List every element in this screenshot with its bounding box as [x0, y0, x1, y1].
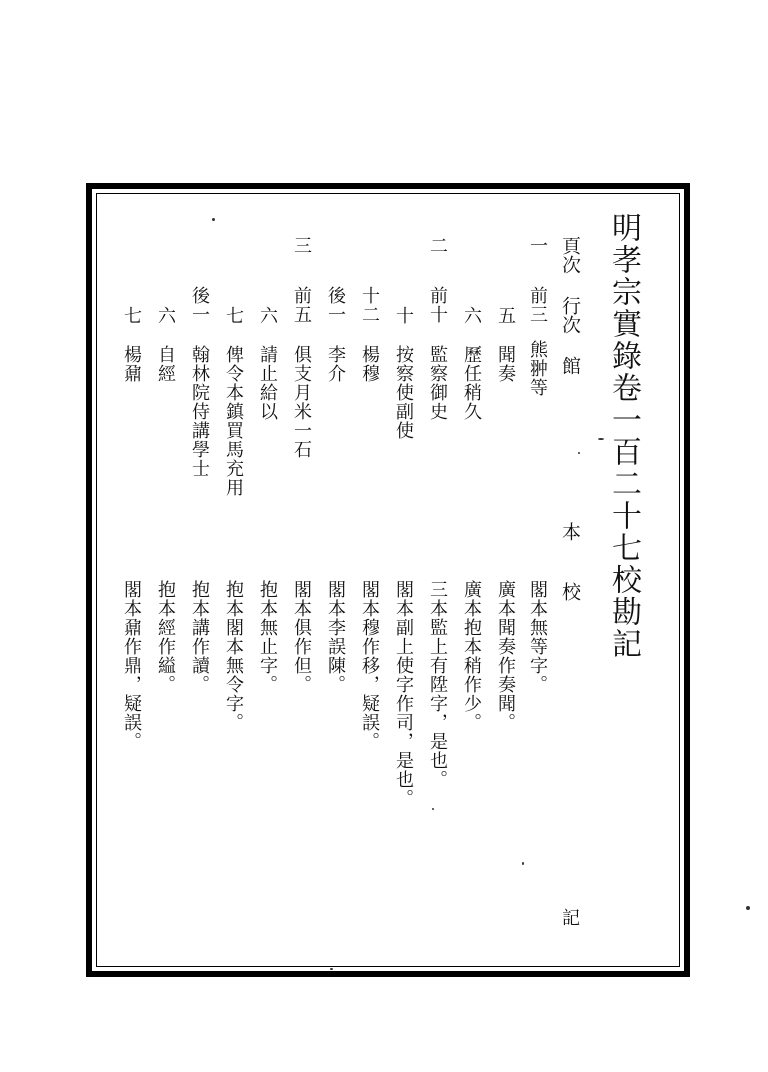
- row-note: 抱本講作讀。: [189, 580, 210, 694]
- row-page: 二: [427, 236, 448, 255]
- header-guan-label: 館: [559, 356, 581, 375]
- row-text: 按察使副使: [393, 345, 414, 440]
- row-text: 俾令本鎮買馬充用: [223, 345, 244, 497]
- header-page-line: [560, 236, 579, 274]
- row-line: 六: [461, 306, 482, 325]
- row-line: 七: [121, 306, 142, 325]
- row-note: 抱本閣本無令字。: [223, 580, 244, 732]
- row-note: 廣本抱本稍作少。: [461, 580, 482, 732]
- scan-speck: [746, 906, 750, 910]
- row-note: 抱本無止字。: [257, 580, 278, 694]
- row-page: 一: [527, 236, 548, 255]
- page-border: [86, 183, 690, 977]
- scan-speck: [598, 438, 604, 440]
- row-line: 前十: [427, 286, 448, 324]
- header-jiao-label: 校: [559, 582, 581, 601]
- row-text: 請止給以: [257, 345, 278, 421]
- row-text: 俱支月米一石: [291, 345, 312, 459]
- header-ben-label: 本: [559, 522, 581, 541]
- row-line: 六: [257, 306, 278, 325]
- row-text: 監察御史: [427, 345, 448, 421]
- row-line: 十: [393, 306, 414, 325]
- row-note: 抱本經作縊。: [155, 580, 176, 694]
- row-text: 翰林院侍講學士: [189, 345, 210, 478]
- row-line: 六: [155, 306, 176, 325]
- row-line: 十二: [359, 286, 380, 324]
- row-note: 三本監上有陞字，是也。: [427, 580, 448, 789]
- page-title: 明孝宗實錄卷一百二十七校勘記: [606, 212, 641, 660]
- scan-speck: [522, 862, 524, 865]
- row-note: 閣本穆作移，疑誤。: [359, 580, 380, 751]
- row-text: 歷任稍久: [461, 345, 482, 421]
- footer-ji-label: 記: [559, 908, 580, 926]
- row-line: 七: [223, 306, 244, 325]
- header-line-label: 行次: [559, 296, 581, 334]
- row-text: 李介: [325, 345, 346, 383]
- row-text: 楊鼐: [121, 345, 142, 383]
- row-line: 前五: [291, 286, 312, 324]
- scan-speck: [212, 218, 215, 221]
- scan-speck: [578, 452, 580, 454]
- row-text: 楊穆: [359, 345, 380, 383]
- row-text: 自經: [155, 345, 176, 383]
- row-note: 閣本副上使字作司，是也。: [393, 580, 414, 808]
- row-line: 後一: [189, 286, 210, 324]
- row-page: 三: [291, 236, 312, 255]
- row-note: 閣本無等字。: [527, 580, 548, 694]
- row-note: 閣本俱作但。: [291, 580, 312, 694]
- row-text: 聞奏: [495, 345, 516, 383]
- row-note: 廣本聞奏作奏聞。: [495, 580, 516, 732]
- header-page-label: 頁次: [559, 236, 581, 274]
- row-text: 熊翀等: [527, 340, 548, 397]
- scan-speck: [432, 808, 434, 810]
- row-line: 後一: [325, 286, 346, 324]
- row-note: 閣本鼐作鼎，疑誤。: [121, 580, 142, 751]
- row-line: 五: [495, 306, 516, 325]
- row-line: 前三: [527, 286, 548, 324]
- scan-speck: [330, 968, 333, 970]
- row-note: 閣本李誤陳。: [325, 580, 346, 694]
